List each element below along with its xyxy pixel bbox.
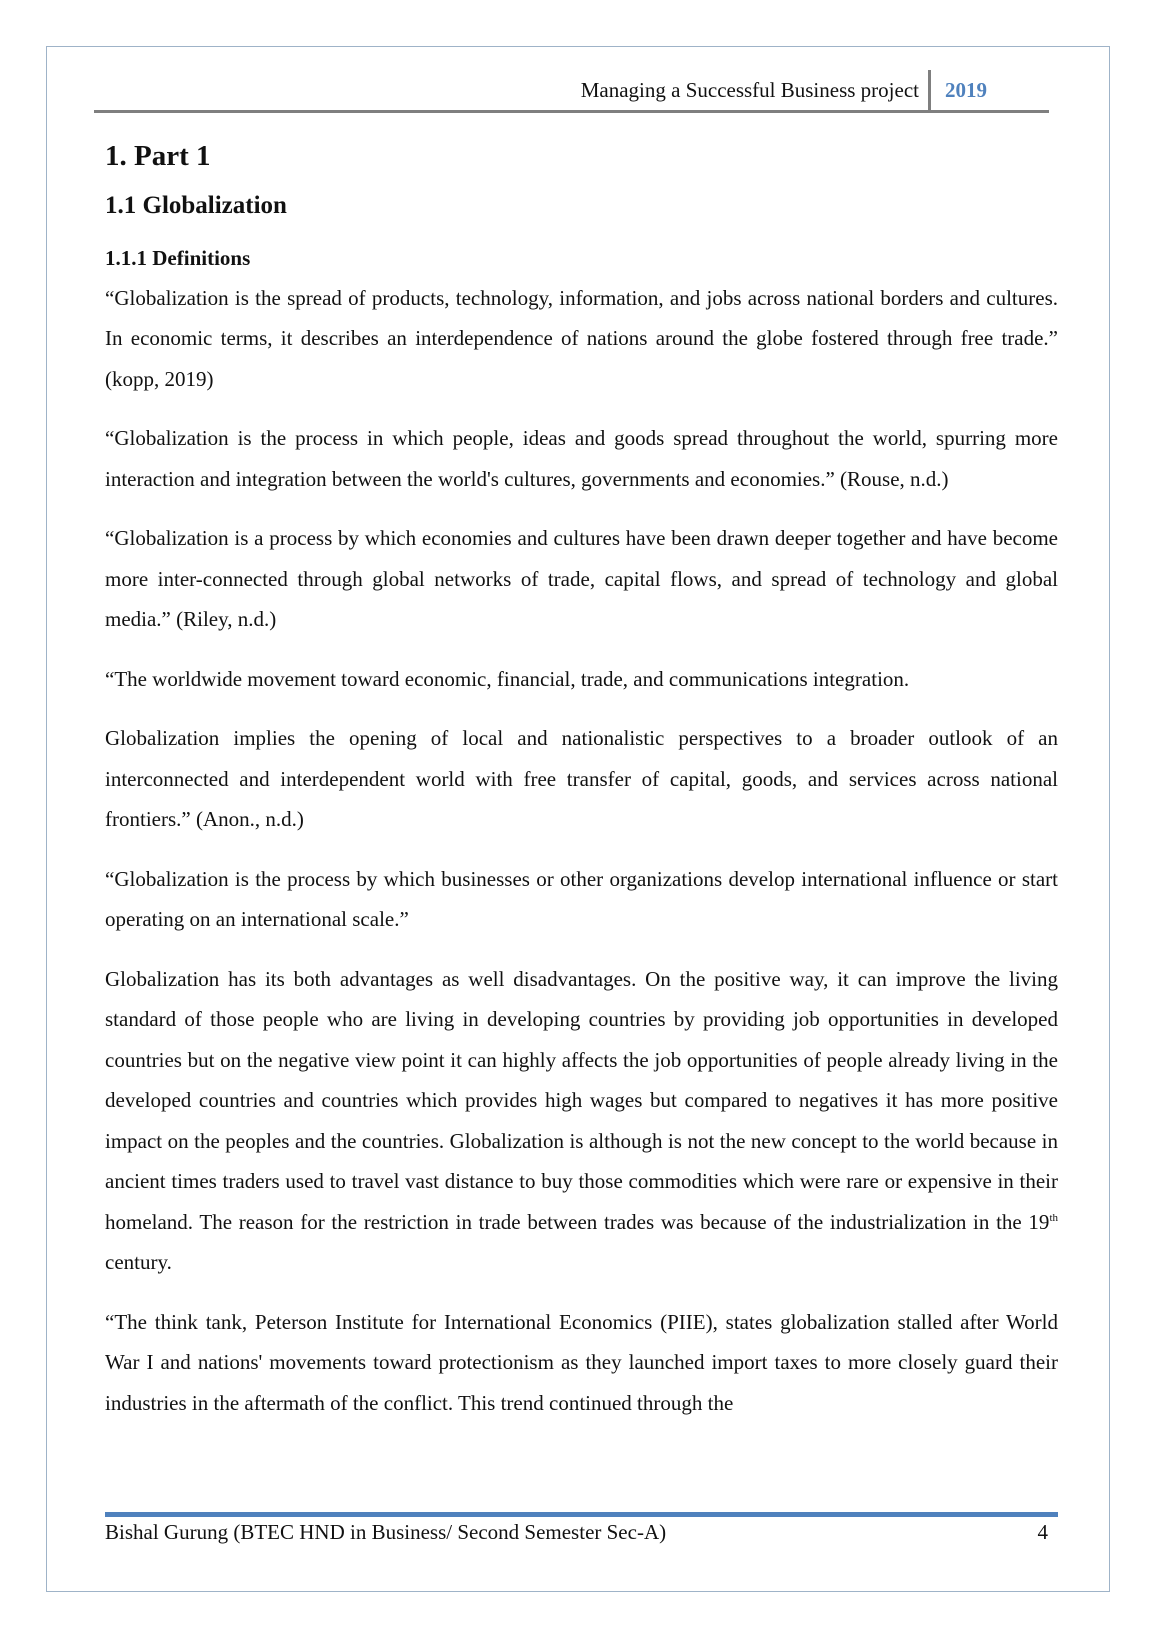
paragraph-definition-1: “Globalization is the spread of products, technology, information, and jobs across national borders and cultures. In economic terms, it describes an interdependence of nations around the globe fostered through free trade.” (kopp, 2019): [105, 285, 1058, 391]
heading-subsection: 1.1.1 Definitions: [105, 246, 251, 271]
header-year: 2019: [945, 78, 987, 102]
paragraph-definition-6: “Globalization is the process by which businesses or other organizations develop international influence or start operating on an international scale.”: [105, 866, 1058, 932]
heading-part: 1. Part 1: [105, 140, 211, 172]
paragraph-advantages-tail: century.: [105, 1250, 172, 1275]
heading-section: 1.1 Globalization: [105, 191, 287, 219]
header-separator: [928, 70, 931, 110]
paragraph-piie: “The think tank, Peterson Institute for International Economics (PIIE), states globalization stalled after World War I and nations' movements toward protectionism as they launched import taxes to more closely guard their industries in the aftermath of the conflict. This trend continued through the: [105, 1309, 1058, 1415]
footer-rule: [105, 1512, 1058, 1517]
page-header: [94, 68, 1049, 113]
paragraph-definition-3: “Globalization is a process by which economies and cultures have been drawn deeper together and have become more inter-connected through global networks of trade, capital flows, and spread of technology and global media.” (Riley, n.d.): [105, 526, 1058, 632]
footer-author: Bishal Gurung (BTEC HND in Business/ Second Semester Sec-A): [105, 1520, 667, 1544]
paragraph-advantages-text: Globalization has its both advantages as well disadvantages. On the positive way, it can improve the living standard of those people who are living in developing countries by providing job opportunities in developed countries but on the negative view point it can highly affects the job opportunities of people already living in the developed countries and countries which provides high wages but compared to negatives it has more positive impact on the peoples and the countries. Globalization is although is not the new concept to the world because in ancient times traders used to travel vast distance to buy those commodities which were rare or expensive in their homeland. The reason for the restriction in trade between trades was because of the industrialization in the 19: [105, 966, 1058, 1234]
paragraph-definition-5: Globalization implies the opening of local and nationalistic perspectives to a broader outlook of an interconnected and interdependent world with free transfer of capital, goods, and services across national frontiers.” (Anon., n.d.): [105, 726, 1058, 832]
header-title: Managing a Successful Business project: [580, 78, 919, 102]
page-number: 4: [1037, 1520, 1048, 1544]
paragraph-definition-2: “Globalization is the process in which people, ideas and goods spread throughout the world, spurring more interaction and integration between the world's cultures, governments and economies.” (Rouse, n.d.): [105, 426, 1058, 491]
paragraph-advantages: [105, 959, 1058, 1283]
document-body: [105, 138, 1058, 1442]
paragraph-definition-4: “The worldwide movement toward economic, financial, trade, and communications integration.: [105, 666, 910, 691]
page-footer: [105, 1512, 1058, 1552]
superscript-th: th: [1049, 1211, 1058, 1224]
header-rule: [94, 110, 1049, 113]
